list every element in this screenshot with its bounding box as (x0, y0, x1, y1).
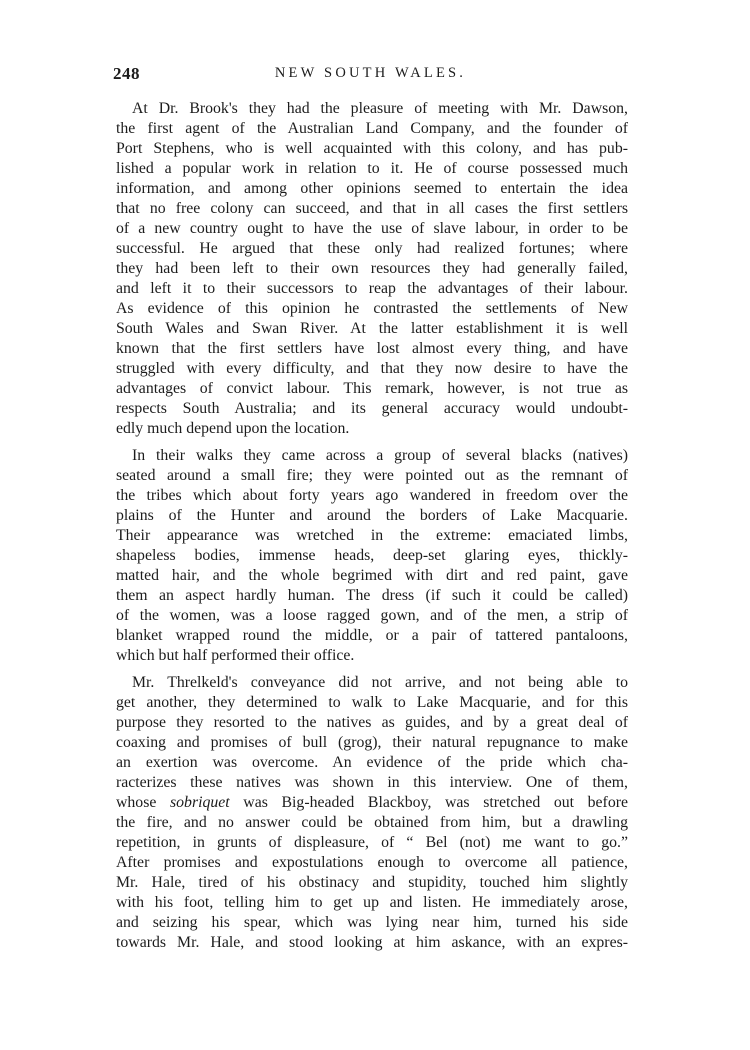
text-line: the fire, and no answer could be obtained from him, but a drawling (116, 814, 628, 831)
text-line: purpose they resorted to the natives as guides, and by a great deal of (116, 714, 628, 731)
text-line: lished a popular work in relation to it. He of course possessed much (116, 160, 628, 177)
text-line: successful. He argued that these only had realized fortunes; where (116, 240, 628, 257)
text-line: advantages of convict labour. This remark, however, is not true as (116, 380, 628, 397)
text-line: get another, they determined to walk to Lake Macquarie, and for this (116, 694, 628, 711)
text-line: that no free colony can succeed, and that in all cases the first settlers (116, 200, 628, 217)
text-line: which but half performed their office. (116, 647, 355, 664)
text-line: coaxing and promises of bull (grog), their natural repugnance to make (116, 734, 628, 751)
text-line: Mr. Hale, tired of his obstinacy and stupidity, touched him slightly (116, 874, 628, 891)
page-number: 248 (113, 64, 140, 83)
text-line: information, and among other opinions seemed to entertain the idea (116, 180, 628, 197)
text-line: the first agent of the Australian Land Company, and the founder of (116, 120, 628, 137)
text-line: they had been left to their own resources they had generally failed, (116, 260, 628, 277)
text-line: of the women, was a loose ragged gown, and of the men, a strip of (116, 607, 628, 624)
text-line: of a new country ought to have the use of slave labour, in order to be (116, 220, 628, 237)
running-title: NEW SOUTH WALES. (274, 65, 467, 81)
paragraph (116, 673, 628, 953)
text-line: an exertion was overcome. An evidence of the pride which cha- (116, 754, 628, 771)
text-line: known that the first settlers have lost almost every thing, and have (116, 340, 628, 357)
text-line: seated around a small fire; they were pointed out as the remnant of (116, 467, 628, 484)
text-line: South Wales and Swan River. At the latter establishment it is well (116, 320, 628, 337)
text-line: Their appearance was wretched in the extreme: emaciated limbs, (116, 527, 628, 544)
text-line: with his foot, telling him to get up and listen. He immediately arose, (116, 894, 628, 911)
text-line: Mr. Threlkeld's conveyance did not arrive, and not being able to (132, 674, 628, 691)
text-line: and left it to their successors to reap the advantages of their labour. (116, 280, 628, 297)
paragraph (116, 99, 628, 439)
text-line: After promises and expostulations enough to overcome all patience, (116, 854, 628, 871)
text-line: whose sobriquet was Big-headed Blackboy, was stretched out before (116, 794, 628, 811)
text-line: the tribes which about forty years ago wandered in freedom over the (116, 487, 628, 504)
text-line: In their walks they came across a group of several blacks (natives) (132, 447, 628, 464)
text-line: respects South Australia; and its general accuracy would undoubt- (116, 400, 628, 417)
text-line: At Dr. Brook's they had the pleasure of meeting with Mr. Dawson, (132, 100, 628, 117)
text-line: Port Stephens, who is well acquainted with this colony, and has pub- (116, 140, 628, 157)
text-line: and seizing his spear, which was lying near him, turned his side (116, 914, 628, 931)
text-line: matted hair, and the whole begrimed with dirt and red paint, gave (116, 567, 628, 584)
paragraph (116, 446, 628, 666)
running-head (113, 64, 628, 86)
text-line: blanket wrapped round the middle, or a pair of tattered pantaloons, (116, 627, 628, 644)
body-text (116, 99, 628, 953)
text-line: towards Mr. Hale, and stood looking at him askance, with an expres- (116, 934, 628, 951)
text-line: them an aspect hardly human. The dress (if such it could be called) (116, 587, 628, 604)
text-line: racterizes these natives was shown in this interview. One of them, (116, 774, 628, 791)
text-line: As evidence of this opinion he contrasted the settlements of New (116, 300, 628, 317)
italic-term: sobriquet (170, 794, 230, 811)
text-line: repetition, in grunts of displeasure, of “ Bel (not) me want to go.” (116, 834, 628, 851)
text-line: plains of the Hunter and around the borders of Lake Macquarie. (116, 507, 628, 524)
text-line: shapeless bodies, immense heads, deep-set glaring eyes, thickly- (116, 547, 628, 564)
text-line: struggled with every difficulty, and that they now desire to have the (116, 360, 628, 377)
text-line: edly much depend upon the location. (116, 420, 350, 437)
